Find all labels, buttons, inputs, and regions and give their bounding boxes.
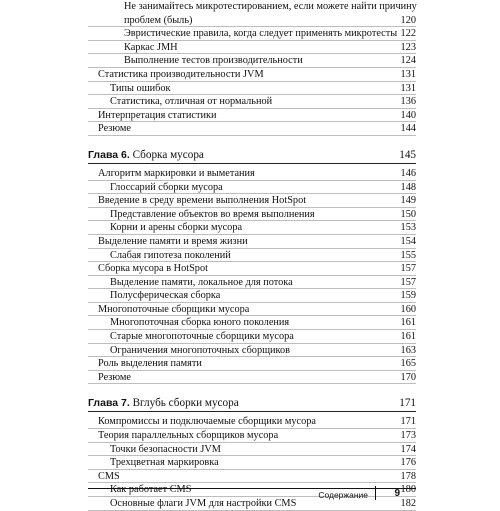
toc-entry-title: Интерпретация статистики [98,109,217,121]
toc-entry-page: 136 [400,96,416,108]
toc-entry-page: 131 [400,82,416,94]
toc-entry-page: 123 [400,41,416,53]
toc-entry [88,316,416,330]
toc-entry-title: Выделение памяти, локальное для потока [110,276,293,288]
chapter-6-heading [88,146,416,164]
toc-entry [88,357,416,371]
toc-entry-page: 140 [400,109,416,121]
toc-entry [88,289,416,303]
toc-entry [88,456,416,470]
toc-entry-page: 161 [400,331,416,343]
toc-entry-title: Эвристические правила, когда следует применять микротесты [124,28,398,40]
toc-entry-title: Основные флаги JVM для настройки CMS [110,498,297,509]
toc-entry [88,54,416,68]
toc-entry-page: 157 [400,276,416,288]
toc-entry [88,443,416,457]
toc-entry-page: 154 [400,235,416,247]
toc-entry-page: 161 [400,317,416,329]
toc-entry-title: Статистика, отличная от нормальной [110,96,273,108]
chapter-7-label: Глава 7. [88,397,130,410]
toc-entry [88,249,416,263]
toc-entry [88,303,416,317]
toc-entry-title: Ограничения многопоточных сборщиков [110,344,291,356]
toc-entry-page: 150 [400,208,416,220]
toc-entry [88,109,416,123]
page-number: 9 [394,488,400,499]
toc-entry-title: Старые многопоточные сборщики мусора [110,331,294,343]
toc-entry-page: 165 [400,358,416,370]
toc-entry-title: Корни и арены сборки мусора [110,222,243,234]
toc-entry [88,429,416,443]
chapter-6-page: 145 [399,148,416,161]
toc-entry-page: 160 [400,303,416,315]
toc-entry [88,194,416,208]
toc-entry-title: Сборка мусора в HotSpot [98,263,208,275]
toc-entry-page: 157 [400,263,416,275]
toc-entry [88,14,416,28]
toc-entry-page: 149 [400,195,416,207]
toc-entry-title: Не занимайтесь микротестированием, если можете найти причину [124,1,417,12]
toc-entry [88,82,416,96]
toc-entry-page: 171 [400,416,416,428]
toc-entry-title: Каркас JMH [124,41,178,53]
toc-entry-page: 153 [400,222,416,234]
toc-entry [88,330,416,344]
chapter-7-title: Вглубь сборки мусора [132,397,239,410]
toc-entry-page: 178 [400,470,416,482]
chapter-7-page: 171 [399,397,416,410]
toc-entry [88,122,416,136]
chapter-6-title: Сборка мусора [132,148,204,161]
toc-entry-page: 131 [400,68,416,80]
toc-entry-title: Выполнение тестов производительности [124,55,303,67]
toc-entry-title: Выделение памяти и время жизни [98,235,248,247]
toc-entry-page: 176 [400,457,416,469]
toc-entry [88,276,416,290]
toc-entry-title: проблем (быль) [124,14,193,26]
toc-entry-title: Слабая гипотеза поколений [110,249,231,261]
toc-entry [88,167,416,181]
toc-entry [88,235,416,249]
chapter-6-label: Глава 6. [88,148,130,161]
toc-entry [88,415,416,429]
table-of-contents [88,0,416,511]
toc-entry-title: Многопоточные сборщики мусора [98,303,250,315]
toc-entry-page: 159 [400,290,416,302]
toc-entry-title: CMS [98,470,120,482]
toc-entry-page: 174 [400,443,416,455]
toc-entry-page: 173 [400,430,416,442]
footer-divider [375,486,377,500]
toc-entry-title: Многопоточная сборка юного поколения [110,317,290,329]
toc-entry-title: Теория параллельных сборщиков мусора [98,430,279,442]
toc-entry [88,27,416,41]
toc-entry-page: 144 [400,123,416,135]
toc-entry-page: 120 [400,14,416,26]
toc-section-chapter6 [88,167,416,385]
toc-entry [88,470,416,484]
toc-entry [88,344,416,358]
running-footer-label: Содержание [318,490,368,500]
page-footer [88,488,416,502]
toc-entry-title: Компромиссы и подключаемые сборщики мусора [98,416,316,428]
toc-section-chapter5-tail [88,0,416,136]
toc-entry-title: Введение в среду времени выполнения HotSpot [98,195,307,207]
toc-entry-page: 155 [400,249,416,261]
toc-entry-page: 182 [400,498,416,509]
toc-entry-title: Типы ошибок [110,82,171,94]
toc-entry [88,0,416,14]
toc-entry-title: Глоссарий сборки мусора [110,181,223,193]
toc-entry [88,208,416,222]
toc-entry-page: 122 [400,28,416,40]
toc-entry-page: 163 [400,344,416,356]
toc-entry [88,95,416,109]
toc-entry-page: 124 [400,55,416,67]
toc-entry-title: Точки безопасности JVM [110,443,221,455]
toc-entry [88,221,416,235]
toc-entry [88,371,416,385]
toc-entry-title: Алгоритм маркировки и выметания [98,167,255,179]
toc-entry-title: Трехцветная маркировка [110,457,219,469]
toc-entry-title: Статистика производительности JVM [98,68,264,80]
toc-entry [88,41,416,55]
chapter-7-heading [88,394,416,412]
toc-entry-title: Резюме [98,123,131,135]
toc-entry-page: 180 [400,484,416,496]
toc-entry [88,262,416,276]
toc-entry-page: 170 [400,371,416,383]
toc-entry-page: 146 [400,167,416,179]
toc-entry [88,181,416,195]
toc-entry-title: Резюме [98,371,131,383]
toc-entry-page: 148 [400,181,416,193]
toc-entry-title: Как работает CMS [110,484,192,496]
toc-entry-title: Роль выделения памяти [98,358,202,370]
toc-entry-title: Полусферическая сборка [110,290,221,302]
toc-entry-title: Представление объектов во время выполнения [110,208,315,220]
toc-entry [88,68,416,82]
